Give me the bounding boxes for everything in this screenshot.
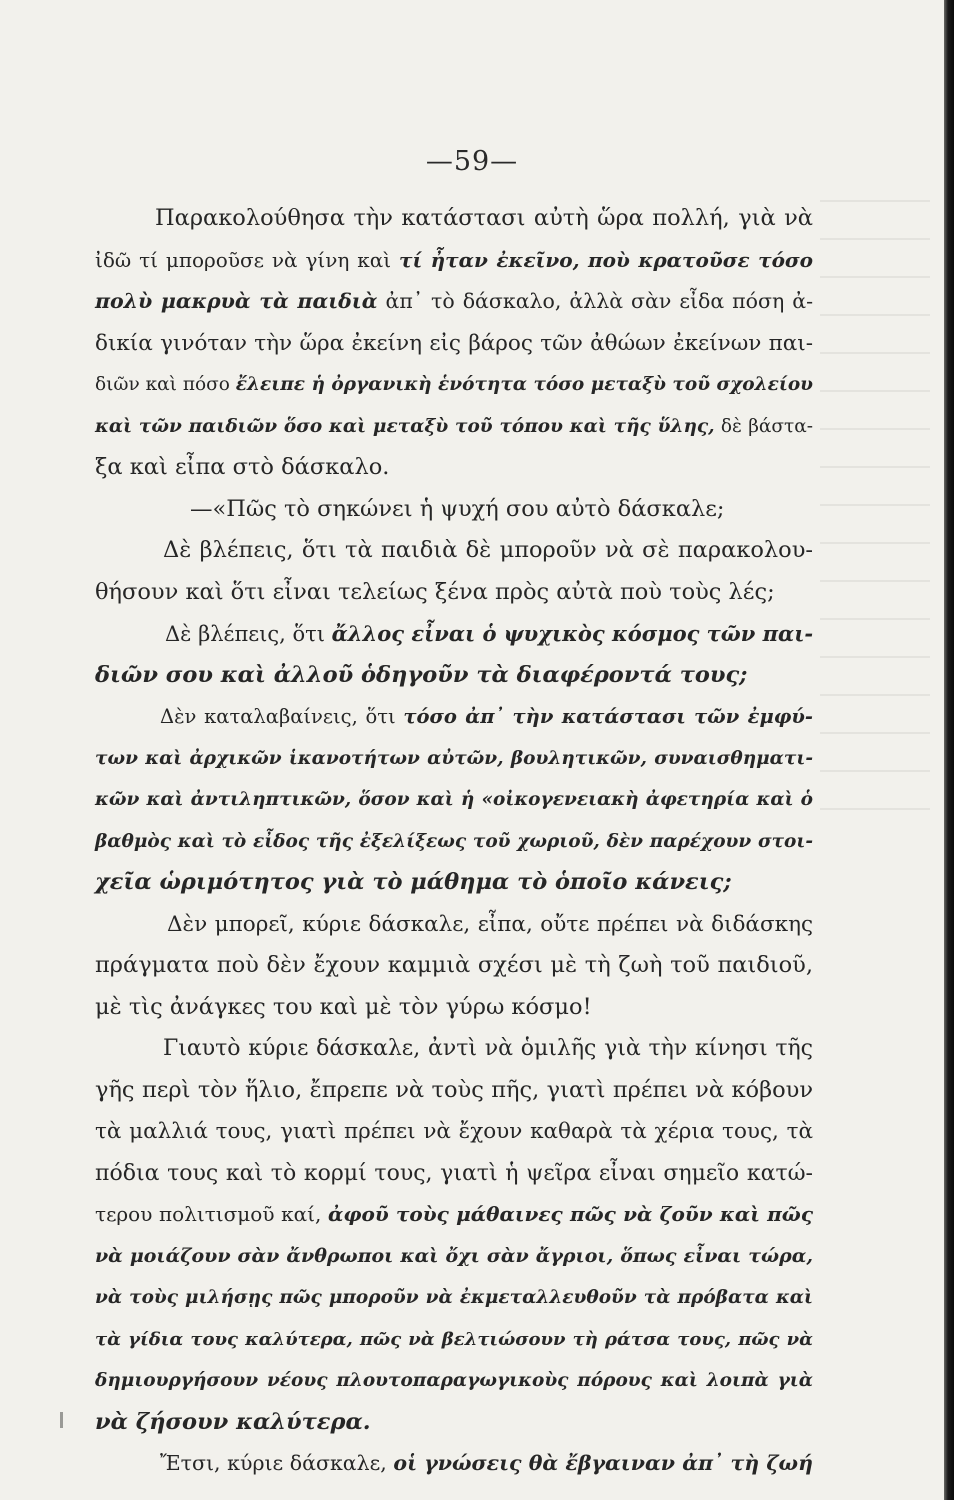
- text-segment: μὲ τὶς ἀνάγκες του καὶ μὲ τὸν γύρω κόσμο!: [95, 993, 592, 1020]
- text-line: [95, 198, 813, 240]
- text-segment: ἀπ᾽ τὸ δάσκαλο, ἀλλὰ σὰν εἶδα πόση ἀ-: [377, 289, 813, 313]
- text-line: [95, 862, 813, 904]
- text-segment: Δὲ βλέπεις, ὅτι: [165, 622, 332, 646]
- text-line: [95, 904, 813, 946]
- emphasized-text: ἔλειπε ἡ ὀργανικὴ ἑνότητα τόσο μεταξὺ τοῦ σχολείου: [235, 374, 813, 395]
- text-line: [95, 572, 813, 614]
- text-segment: δὲ βάστα-: [714, 415, 813, 437]
- text-segment: Δὲν καταλαβαίνεις, ὅτι: [160, 705, 404, 728]
- text-segment: Γιαυτὸ κύριε δάσκαλε, ἀντὶ νὰ ὁμιλῆς γιὰ τὴν κίνησι τῆς: [163, 1036, 813, 1061]
- emphasized-text: δημιουργήσουν νέους πλουτοπαραγωγικοὺς πόρους καὶ λοιπὰ γιὰ: [95, 1370, 813, 1391]
- text-line: [95, 1194, 813, 1236]
- emphasized-text: πολὺ μακρυὰ τὰ παιδιὰ: [95, 289, 378, 313]
- text-line: [95, 1277, 813, 1319]
- text-line: [95, 655, 813, 697]
- text-line: [95, 530, 813, 572]
- emphasized-text: ἄλλος εἶναι ὁ ψυχικὸς κόσμος τῶν παι-: [331, 621, 814, 646]
- emphasized-text: ἀφοῦ τοὺς μάθαινες πῶς νὰ ζοῦν καὶ πῶς: [328, 1202, 814, 1226]
- text-segment: διῶν καὶ πόσο: [95, 374, 236, 395]
- text-segment: τερου πολιτισμοῦ καί,: [95, 1202, 329, 1226]
- page-number: —59—: [425, 146, 519, 177]
- emphasized-text: διῶν σου καὶ ἀλλοῦ ὁδηγοῦν τὰ διαφέροντά τους;: [95, 661, 748, 688]
- text-line: [95, 1443, 813, 1485]
- text-segment: —«Πῶς τὸ σηκώνει ἡ ψυχή σου αὐτὸ δάσκαλε;: [190, 495, 725, 522]
- body-text: [95, 198, 813, 1485]
- text-line: [95, 945, 813, 987]
- emphasized-text: νὰ μοιάζουν σὰν ἄνθρωποι καὶ ὄχι σὰν ἄγριοι, ὅπως εἶναι τώρα,: [95, 1244, 813, 1267]
- text-line: [95, 738, 813, 780]
- emphasized-text: καὶ τῶν παιδιῶν ὅσο καὶ μεταξὺ τοῦ τόπου καὶ τῆς ὕλης,: [95, 415, 715, 437]
- text-segment: θήσουν καὶ ὅτι εἶναι τελείως ξένα πρὸς αὐτὰ ποὺ τοὺς λές;: [95, 578, 775, 605]
- emphasized-text: τὰ γίδια τους καλύτερα, πῶς νὰ βελτιώσουν τὴ ράτσα τους, πῶς νὰ: [95, 1328, 813, 1350]
- text-line: [95, 696, 813, 738]
- text-line: [95, 447, 813, 489]
- text-line: [95, 489, 813, 531]
- bleed-through-shadow: [820, 200, 930, 820]
- page-edge-shadow: [944, 0, 954, 1500]
- text-line: [95, 987, 813, 1029]
- text-line: [95, 1319, 813, 1361]
- text-line: [95, 613, 813, 655]
- text-line: [95, 240, 813, 282]
- emphasized-text: βαθμὸς καὶ τὸ εἶδος τῆς ἐξελίξεως τοῦ χωριοῦ, δὲν παρέχουν στοι-: [95, 830, 813, 852]
- text-segment: Δὲν μπορεῖ, κύριε δάσκαλε, εἶπα, οὔτε πρέπει νὰ διδάσκης: [167, 911, 813, 937]
- text-line: [95, 1236, 813, 1278]
- emphasized-text: νὰ ζήσουν καλύτερα.: [95, 1408, 371, 1435]
- text-line: [95, 1111, 813, 1153]
- emphasized-text: χεῖα ὡριμότητος γιὰ τὸ μάθημα τὸ ὁποῖο κάνεις;: [95, 869, 732, 895]
- text-line: [95, 1360, 813, 1402]
- text-line: [95, 1070, 813, 1112]
- emphasized-text: κῶν καὶ ἀντιληπτικῶν, ὅσον καὶ ἡ «οἰκογενειακὴ ἀφετηρία καὶ ὁ: [95, 789, 813, 810]
- text-segment: γῆς περὶ τὸν ἥλιο, ἔπρεπε νὰ τοὺς πῆς, γιατὶ πρέπει νὰ κόβουν: [95, 1076, 813, 1103]
- text-segment: πόδια τους καὶ τὸ κορμί τους, γιατὶ ἡ ψεῖρα εἶναι σημεῖο κατώ-: [95, 1160, 813, 1186]
- text-segment: δικία γινόταν τὴν ὥρα ἐκείνη εἰς βάρος τῶν ἀθώων ἐκείνων παι-: [95, 330, 813, 356]
- text-line: [95, 779, 813, 821]
- text-segment: Ἔτσι, κύριε δάσκαλε,: [160, 1451, 394, 1475]
- text-segment: ἰδῶ τί μποροῦσε νὰ γίνη καὶ: [95, 247, 399, 272]
- text-line: [95, 406, 813, 448]
- emphasized-text: τί ἦταν ἐκεῖνο, ποὺ κρατοῦσε τόσο: [399, 247, 813, 272]
- text-line: [95, 323, 813, 365]
- text-segment: Παρακολούθησα τὴν κατάστασι αὐτὴ ὥρα πολλή, γιὰ νὰ: [155, 205, 813, 231]
- text-line: [95, 821, 813, 863]
- text-line: [95, 1153, 813, 1195]
- emphasized-text: τόσο ἀπ᾽ τὴν κατάστασι τῶν ἐμφύ-: [403, 705, 813, 728]
- paper-speck: [60, 1412, 63, 1428]
- text-line: [95, 364, 813, 406]
- text-segment: πράγματα ποὺ δὲν ἔχουν καμμιὰ σχέσι μὲ τὴ ζωὴ τοῦ παιδιοῦ,: [95, 952, 813, 978]
- text-segment: τὰ μαλλιά τους, γιατὶ πρέπει νὰ ἔχουν καθαρὰ τὰ χέρια τους, τὰ: [95, 1119, 813, 1144]
- text-segment: Δὲ βλέπεις, ὅτι τὰ παιδιὰ δὲ μποροῦν νὰ σὲ παρακολου-: [163, 537, 813, 563]
- text-line: [95, 1402, 813, 1444]
- emphasized-text: των καὶ ἀρχικῶν ἱκανοτήτων αὐτῶν, βουλητικῶν, συναισθηματι-: [95, 747, 813, 769]
- text-line: [95, 281, 813, 323]
- text-segment: ξα καὶ εἶπα στὸ δάσκαλο.: [95, 454, 390, 480]
- emphasized-text: νὰ τοὺς μιλήσῃς πῶς μποροῦν νὰ ἐκμεταλλευθοῦν τὰ πρόβατα καὶ: [95, 1287, 813, 1308]
- emphasized-text: οἱ γνώσεις θὰ ἔβγαιναν ἀπ᾽ τὴ ζωή: [393, 1451, 813, 1475]
- text-line: [95, 1028, 813, 1070]
